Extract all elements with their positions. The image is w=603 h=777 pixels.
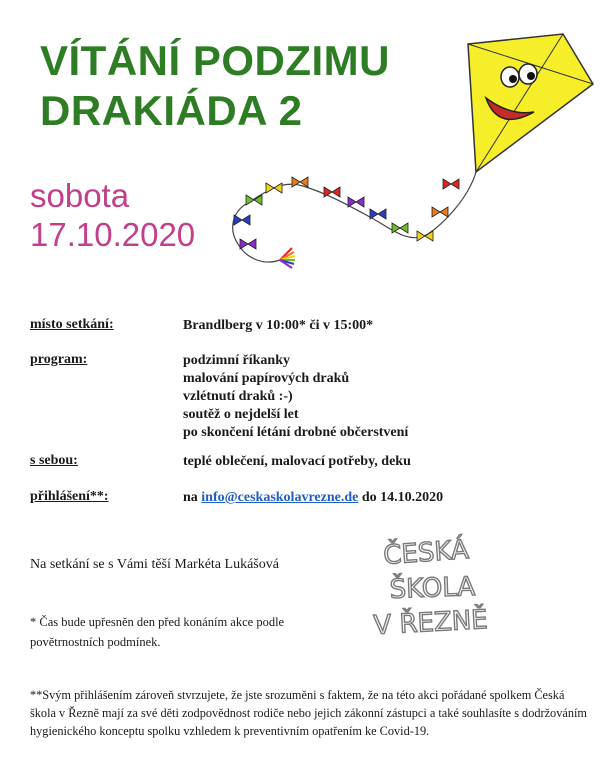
title-line-1: VÍTÁNÍ PODZIMU	[40, 37, 390, 84]
program-item: soutěž o nejdelší let	[183, 407, 299, 422]
bring-value: teplé oblečení, malovací potřeby, deku	[183, 454, 411, 469]
school-logo-icon	[372, 530, 522, 645]
signup-label: přihlášení**:	[30, 489, 109, 504]
program-label: program:	[30, 352, 88, 367]
logo-line-1: ČESKÁ	[382, 535, 470, 571]
signup-prefix: na	[183, 490, 198, 505]
kite-icon	[228, 14, 598, 284]
logo-line-2: ŠKOLA	[389, 572, 476, 605]
program-item: po skončení létání drobné občerstvení	[183, 425, 409, 440]
kite-illustration	[228, 14, 598, 284]
program-item: malování papírových draků	[183, 371, 350, 386]
title-line-2: DRAKIÁDA 2	[40, 87, 303, 134]
program-list	[183, 352, 408, 442]
place-label: místo setkání:	[30, 317, 114, 332]
event-day: sobota	[30, 177, 130, 214]
school-logo	[372, 530, 522, 645]
event-date	[30, 176, 195, 254]
footnote: **Svým přihlášením zároveň stvrzujete, že jste srozuměni s faktem, že na této akci pořádané spolkem Česká škola v Řezně mají za své děti zodpovědnost rodiče nebo jejich zákonní zástupci a také souhlasíte s dodržováním hygienického konceptu spolku vzhledem k preventivním opatřením ke Covid-19.	[30, 688, 587, 738]
program-item: podzimní říkanky	[183, 353, 290, 368]
signup-email-link[interactable]: info@ceskaskolavrezne.de	[201, 490, 359, 505]
signup-deadline: do 14.10.2020	[361, 490, 444, 505]
bring-label: s sebou:	[30, 453, 78, 468]
event-date-value: 17.10.2020	[30, 216, 196, 253]
signup-value	[183, 489, 443, 507]
program-item: vzlétnutí draků :-)	[183, 389, 293, 404]
greeting: Na setkání se s Vámi těší Markéta Lukášová	[30, 557, 279, 572]
time-note: * Čas bude upřesněn den před konáním akce podle povětrnostních podmínek.	[30, 615, 285, 649]
place-value: Brandlberg v 10:00* či v 15:00*	[183, 318, 374, 333]
logo-line-3: V ŘEZNĚ	[372, 605, 489, 641]
